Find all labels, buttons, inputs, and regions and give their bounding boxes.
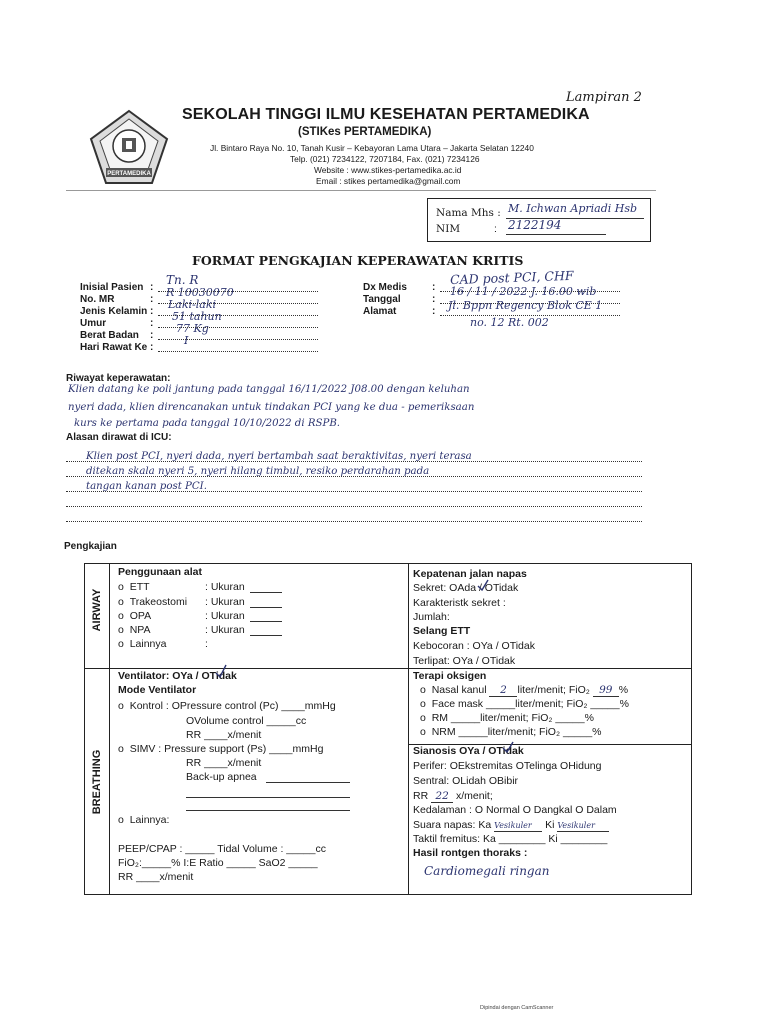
bb-label: Berat Badan [80, 330, 139, 341]
student-box: Nama Mhs : M. Ichwan Apriadi Hsb NIM : 2122194 [427, 198, 651, 242]
riwayat-line-3: kurs ke pertama pada tanggal 10/10/2022 di RSPB. [74, 418, 341, 429]
mr-label: No. MR [80, 294, 115, 305]
institution-website: Website : www.stikes-pertamedika.ac.id [314, 165, 462, 175]
inisial-value: Tn. R [166, 273, 199, 287]
student-name-value: M. Ichwan Apriadi Hsb [508, 202, 638, 215]
sekret-field: Sekret: OAda / OTidak [413, 582, 519, 594]
sentral-field: Sentral: OLidah OBibir [413, 775, 519, 787]
institution-email: Email : stikes pertamedika@gmail.com [316, 176, 461, 186]
airway-npa-ukuran: : Ukuran [205, 624, 245, 636]
lainnya-field: o Lainnya: [118, 814, 170, 826]
mr-value: R 10030070 [166, 286, 234, 299]
airway-lainnya-colon: : [205, 638, 208, 650]
rr-breathing-value: 22 [435, 790, 449, 802]
nasal-fio2-value: 99 [599, 684, 613, 696]
hasil-rontgen-label: Hasil rontgen thoraks : [413, 847, 528, 859]
check-mark-icon [214, 663, 228, 679]
hasil-rontgen-value: Cardiomegali ringan [424, 864, 550, 878]
bb-value: 77 Kg [176, 322, 209, 335]
airway-opa-ukuran: : Ukuran [205, 610, 245, 622]
riwayat-label: Riwayat keperawatan: [66, 373, 171, 384]
dx-label: Dx Medis [363, 282, 407, 293]
riwayat-line-2: nyeri dada, klien direncanakan untuk tindakan PCI yang ke dua - pemeriksaan [68, 402, 475, 413]
alasan-line-1: Klien post PCI, nyeri dada, nyeri bertambah saat beraktivitas, nyeri terasa [86, 451, 472, 462]
alamat-label: Alamat [363, 306, 397, 317]
taktil-field: Taktil fremitus: Ka ________ Ki ________ [413, 833, 608, 845]
check-mark-icon [476, 578, 490, 592]
airway-section-label: AIRWAY [91, 588, 103, 632]
header-divider [66, 190, 656, 191]
volume-control-field: OVolume control _____cc [186, 715, 307, 727]
pengkajian-label: Pengkajian [64, 541, 117, 552]
nasal-kanul-field: o Nasal kanul 2 liter/menit; FiO₂ 99 % [420, 684, 629, 696]
check-mark-icon [501, 740, 515, 754]
inisial-label: Inisial Pasien [80, 282, 144, 293]
institution-phone: Telp. (021) 7234122, 7207184, Fax. (021) 7234126 [290, 154, 480, 164]
kedalaman-field: Kedalaman : O Normal O Dangkal O Dalam [413, 804, 617, 816]
nim-value: 2122194 [508, 218, 562, 232]
institution-abbr: (STIKes PERTAMEDIKA) [298, 126, 432, 138]
perifer-field: Perifer: OEkstremitas OTelinga OHidung [413, 760, 602, 772]
nasal-liter-value: 2 [500, 684, 507, 696]
simv-field: o SIMV : Pressure support (Ps) ____mmHg [118, 743, 324, 755]
hari-value: I [184, 334, 189, 347]
sianosis-field: Sianosis OYa / OTidak [413, 745, 524, 757]
airway-ett: o ETT [118, 581, 150, 593]
breathing-section-label: BREATHING [91, 749, 103, 815]
alamat-value: Jl. Bppn Regency Blok CE 1 [448, 299, 603, 312]
jk-label: Jenis Kelamin [80, 306, 148, 317]
selang-title: Selang ETT [413, 625, 471, 637]
umur-value: 51 tahun [172, 310, 222, 323]
alasan-label: Alasan dirawat di ICU: [66, 432, 172, 443]
nrm-field: o NRM _____liter/menit; FiO₂ _____% [420, 726, 602, 738]
rm-field: o RM _____liter/menit; FiO₂ _____% [420, 712, 594, 724]
airway-lainnya: o Lainnya [118, 638, 167, 650]
hari-label: Hari Rawat Ke [80, 342, 148, 353]
tanggal-value: 16 / 11 / 2022 J. 16.00 wib [450, 285, 597, 298]
form-title: FORMAT PENGKAJIAN KEPERAWATAN KRITIS [192, 253, 524, 268]
suara-ka-value: Vesikuler [494, 821, 532, 830]
suara-ki-value: Vesikuler [557, 821, 595, 830]
alasan-line-2: ditekan skala nyeri 5, nyeri hilang timbul, resiko perdarahan pada [86, 466, 430, 477]
alasan-line-3: tangan kanan post PCI. [86, 481, 207, 492]
rr-field-1: RR ____x/menit [186, 729, 262, 741]
airway-trakeostomi: o Trakeostomi [118, 596, 188, 608]
institution-name: SEKOLAH TINGGI ILMU KESEHATAN PERTAMEDIKA [182, 106, 590, 123]
backup-apnea-field: Back-up apnea [186, 771, 257, 783]
peep-field: PEEP/CPAP : _____ Tidal Volume : _____cc [118, 843, 326, 855]
nim-label: NIM [436, 223, 461, 235]
institution-address: Jl. Bintaro Raya No. 10, Tanah Kusir – Kebayoran Lama Utara – Jakarta Selatan 12240 [210, 143, 534, 153]
airway-trakeostomi-ukuran: : Ukuran [205, 596, 245, 608]
airway-npa: o NPA [118, 624, 151, 636]
jumlah-field: Jumlah: [413, 611, 450, 623]
jk-value: Laki-laki [168, 298, 217, 311]
tanggal-label: Tanggal [363, 294, 401, 305]
airway-alat-title: Penggunaan alat [118, 566, 203, 578]
scanner-footer: Dipindai dengan CamScanner [480, 1005, 554, 1011]
airway-ett-ukuran: : Ukuran [205, 581, 245, 593]
stikes-logo-icon [88, 108, 170, 186]
kontrol-field: o Kontrol : OPressure control (Pc) ____mmHg [118, 700, 336, 712]
ventilator-field: Ventilator: OYa / OTidak [118, 670, 237, 682]
lampiran-label: Lampiran 2 [566, 90, 642, 105]
rr-field-3: RR ____x/menit [118, 871, 194, 883]
svg-text:PERTAMEDIKA: PERTAMEDIKA [107, 171, 151, 177]
rr-field-2: RR ____x/menit [186, 757, 262, 769]
umur-label: Umur [80, 318, 107, 329]
kepatenan-title: Kepatenan jalan napas [413, 568, 527, 580]
fio2-field: FiO₂:_____% I:E Ratio _____ SaO2 _____ [118, 857, 318, 869]
kebocoran-field: Kebocoran : OYa / OTidak [413, 640, 535, 652]
dx-value: CAD post PCI, CHF [449, 267, 574, 288]
terapi-oksigen-title: Terapi oksigen [413, 670, 487, 682]
student-name-label: Nama Mhs : [436, 207, 501, 219]
airway-opa: o OPA [118, 610, 152, 622]
suara-napas-field: Suara napas: Ka Vesikuler Ki Vesikuler [413, 819, 609, 832]
mode-ventilator-title: Mode Ventilator [118, 684, 197, 696]
rr-breathing-field: RR 22 x/menit; [413, 790, 493, 802]
terlipat-field: Terlipat: OYa / OTidak [413, 655, 516, 667]
alamat-value-line2: no. 12 Rt. 002 [470, 316, 549, 329]
face-mask-field: o Face mask _____liter/menit; FiO₂ _____% [420, 698, 629, 710]
riwayat-line-1: Klien datang ke poli jantung pada tanggal 16/11/2022 J08.00 dengan keluhan [68, 384, 470, 395]
karakteristik-field: Karakteristk sekret : [413, 597, 506, 609]
